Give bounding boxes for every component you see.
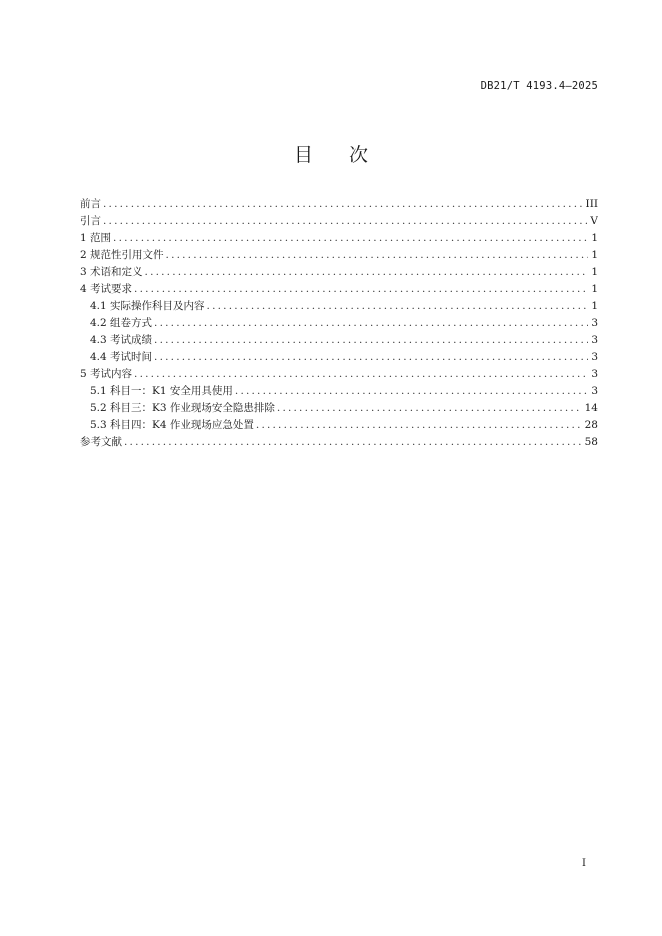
title-char-left: 目 [293,144,313,166]
toc-subentry[interactable] [80,400,598,417]
toc-entry-label: 5.2 科目三：K3 作业现场安全隐患排除 [90,402,275,414]
page-title [0,140,662,167]
toc-entry-page: 1 [591,232,598,244]
toc-entry[interactable] [80,213,598,230]
toc-subentry[interactable] [80,315,598,332]
toc-subentry[interactable] [80,349,598,366]
toc-entry-page: 58 [584,436,598,448]
toc-entry-label: 1 范围 [80,232,112,244]
toc-entry-page: 1 [591,300,598,312]
toc-leader-dots [154,349,588,366]
toc-entry-page: 1 [591,249,598,261]
title-char-right: 次 [349,144,369,166]
toc-entry-label: 4 考试要求 [80,283,133,295]
toc-leader-dots [124,434,582,451]
toc-entry-label: 引言 [80,215,101,227]
toc-leader-dots [166,247,589,264]
toc-leader-dots [134,366,588,383]
toc-entry[interactable] [80,281,598,298]
toc-entry-page: 1 [591,283,598,295]
toc-entry-label: 4.3 考试成绩 [90,334,153,346]
toc-entry-label: 5.3 科目四：K4 作业现场应急处置 [90,419,254,431]
toc-entry[interactable] [80,366,598,383]
toc-entry-label: 5 考试内容 [80,368,133,380]
document-code: DB21/T 4193.4—2025 [480,80,598,92]
toc-subentry[interactable] [80,298,598,315]
toc-leader-dots [145,264,589,281]
toc-leader-dots [207,298,589,315]
toc-entry-page: 1 [591,266,598,278]
toc-entry-page: III [585,198,598,210]
toc-leader-dots [113,230,588,247]
toc-entry-page: 3 [591,368,598,380]
toc-entry[interactable] [80,264,598,281]
toc-entry-label: 参考文献 [80,436,122,448]
toc-entry[interactable] [80,434,598,451]
toc-entry-page: V [590,215,598,227]
toc-entry-page: 3 [591,385,598,397]
toc-entry-label: 5.1 科目一：K1 安全用具使用 [90,385,233,397]
toc-entry[interactable] [80,230,598,247]
toc-entry-page: 28 [584,419,598,431]
toc-entry[interactable] [80,247,598,264]
toc-leader-dots [103,213,587,230]
toc-entry-label: 4.4 考试时间 [90,351,153,363]
toc-subentry[interactable] [80,332,598,349]
toc-entry-label: 4.1 实际操作科目及内容 [90,300,205,312]
toc-leader-dots [277,400,582,417]
toc-entry-page: 14 [584,402,598,414]
toc-entry-page: 3 [591,317,598,329]
toc-leader-dots [103,196,583,213]
toc-entry-label: 4.2 组卷方式 [90,317,153,329]
toc-subentry[interactable] [80,383,598,400]
toc-subentry[interactable] [80,417,598,434]
toc-entry-label: 3 术语和定义 [80,266,143,278]
toc-entry[interactable] [80,196,598,213]
page-number: I [582,858,586,869]
toc-leader-dots [134,281,588,298]
toc-leader-dots [154,315,588,332]
toc-entry-label: 前言 [80,198,101,210]
table-of-contents [80,196,598,451]
toc-leader-dots [154,332,588,349]
toc-leader-dots [235,383,588,400]
toc-entry-page: 3 [591,334,598,346]
toc-entry-label: 2 规范性引用文件 [80,249,164,261]
toc-leader-dots [256,417,582,434]
toc-entry-page: 3 [591,351,598,363]
